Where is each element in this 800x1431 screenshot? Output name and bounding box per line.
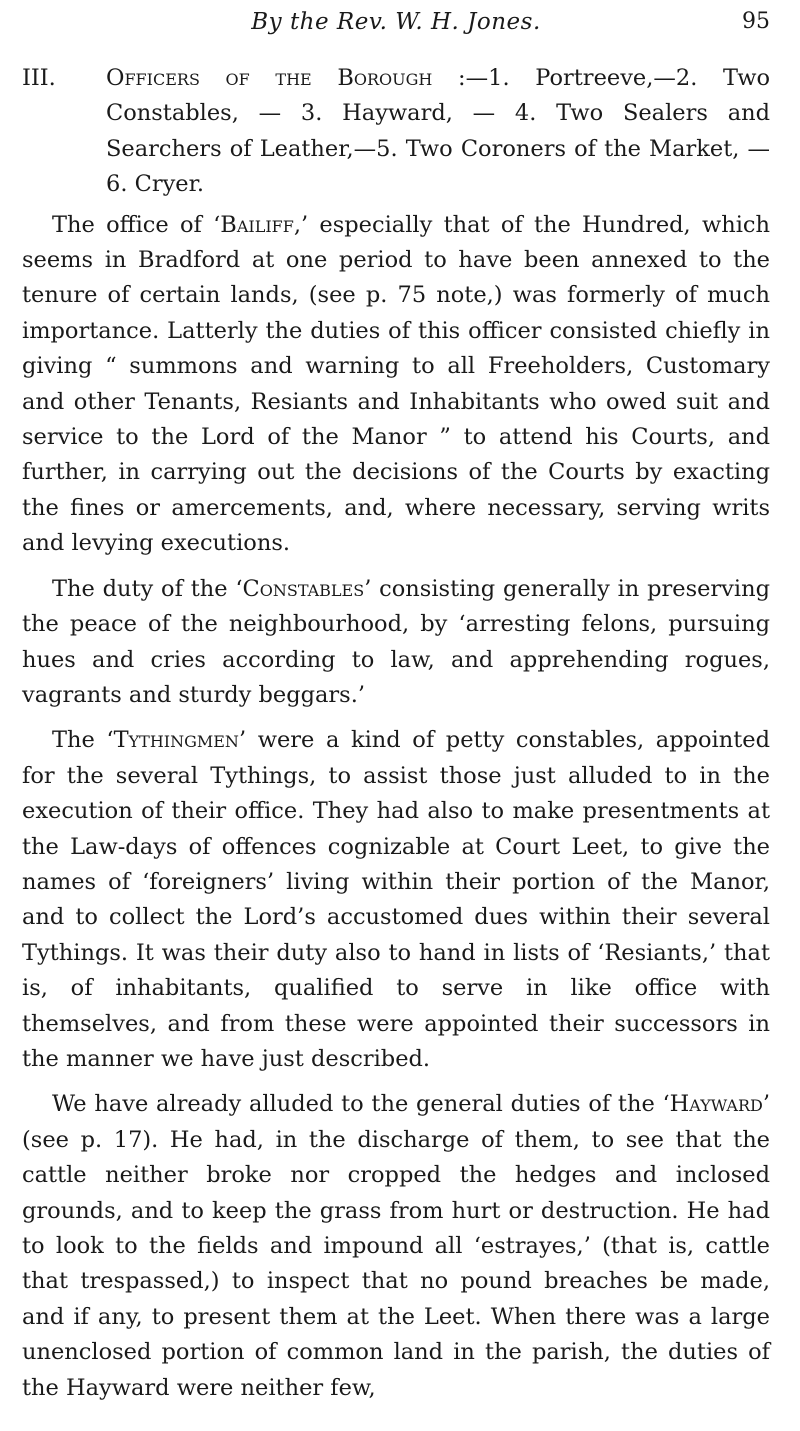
paragraph-constables — [22, 572, 770, 714]
paragraph-bailiff — [22, 208, 770, 562]
paragraph-text: We have already alluded to the general duties of the ‘ — [52, 1091, 670, 1118]
section-heading: Officers of the Borough — [106, 65, 433, 91]
paragraph-hayward — [22, 1087, 770, 1406]
paragraph-text: The office of ‘ — [52, 211, 221, 238]
running-head — [22, 0, 770, 44]
paragraph-text: The ‘ — [52, 727, 114, 754]
paragraph-tythingmen — [22, 723, 770, 1077]
section-numeral: III. — [22, 65, 56, 91]
officers-list-text: :—1. Portreeve,—2. Two Constables, — 3. Hayward, — 4. Two Sealers and Searchers of Leather,—5. Two Coroners of the Market, —6. Cryer. — [106, 65, 770, 198]
paragraph-text: ’ were a kind of petty constables, appointed for the several Tythings, to assist those just alluded to in the execution of their office. They had also to make presentments at the Law-days of offences cognizable at Court Leet, to give the names of ‘foreigners’ living within their portion of the Manor, and to collect the Lord’s accustomed dues within their several Tythings. It was their duty also to hand in lists of ‘Resiants,’ that is, of inhabitants, qualified to serve in like office with themselves, and from these were appointed their successors in the manner we have just described. — [22, 727, 770, 1072]
paragraph-text: ’ consisting generally in preserving the peace of the neighbourhood, by ‘arresting felons, pursuing hues and cries according to law, and apprehending rogues, vagrants and sturdy beggars.’ — [22, 575, 770, 708]
office-term: Tythingmen — [113, 727, 239, 754]
office-term: Constables — [242, 575, 365, 602]
paragraph-text: ’ (see p. 17). He had, in the discharge of them, to see that the cattle neither broke nor cropped the hedges and inclosed grounds, and to keep the grass from hurt or destruction. He had to look to the fields and impound all ‘estrayes,’ (that is, cattle that trespassed,) to inspect that no pound breaches be made, and if any, to present them at the Leet. When there was a large unenclosed portion of common land in the parish, the duties of the Hayward were neither few, — [22, 1091, 770, 1401]
page-number: 95 — [742, 9, 770, 34]
office-term: Bailiff — [220, 211, 294, 238]
officers-of-borough-list — [22, 61, 770, 203]
running-title: By the Rev. W. H. Jones. — [251, 9, 541, 35]
paragraph-text: ,’ especially that of the Hundred, which seems in Bradford at one period to have been annexed to the tenure of certain lands, (see p. 75 note,) was formerly of much importance. Latterly the duties of this officer consisted chiefly in giving “ summons and warning to all Freeholders, Customary and other Tenants, Resiants and Inhabitants who owed suit and service to the Lord of the Manor ” to attend his Courts, and further, in carrying out the decisions of the Courts by exacting the fines or amercements, and, where necessary, serving writs and levying executions. — [22, 211, 770, 557]
book-page — [22, 0, 770, 1406]
paragraph-text: The duty of the ‘ — [52, 575, 243, 602]
office-term: Hayward — [669, 1091, 763, 1118]
